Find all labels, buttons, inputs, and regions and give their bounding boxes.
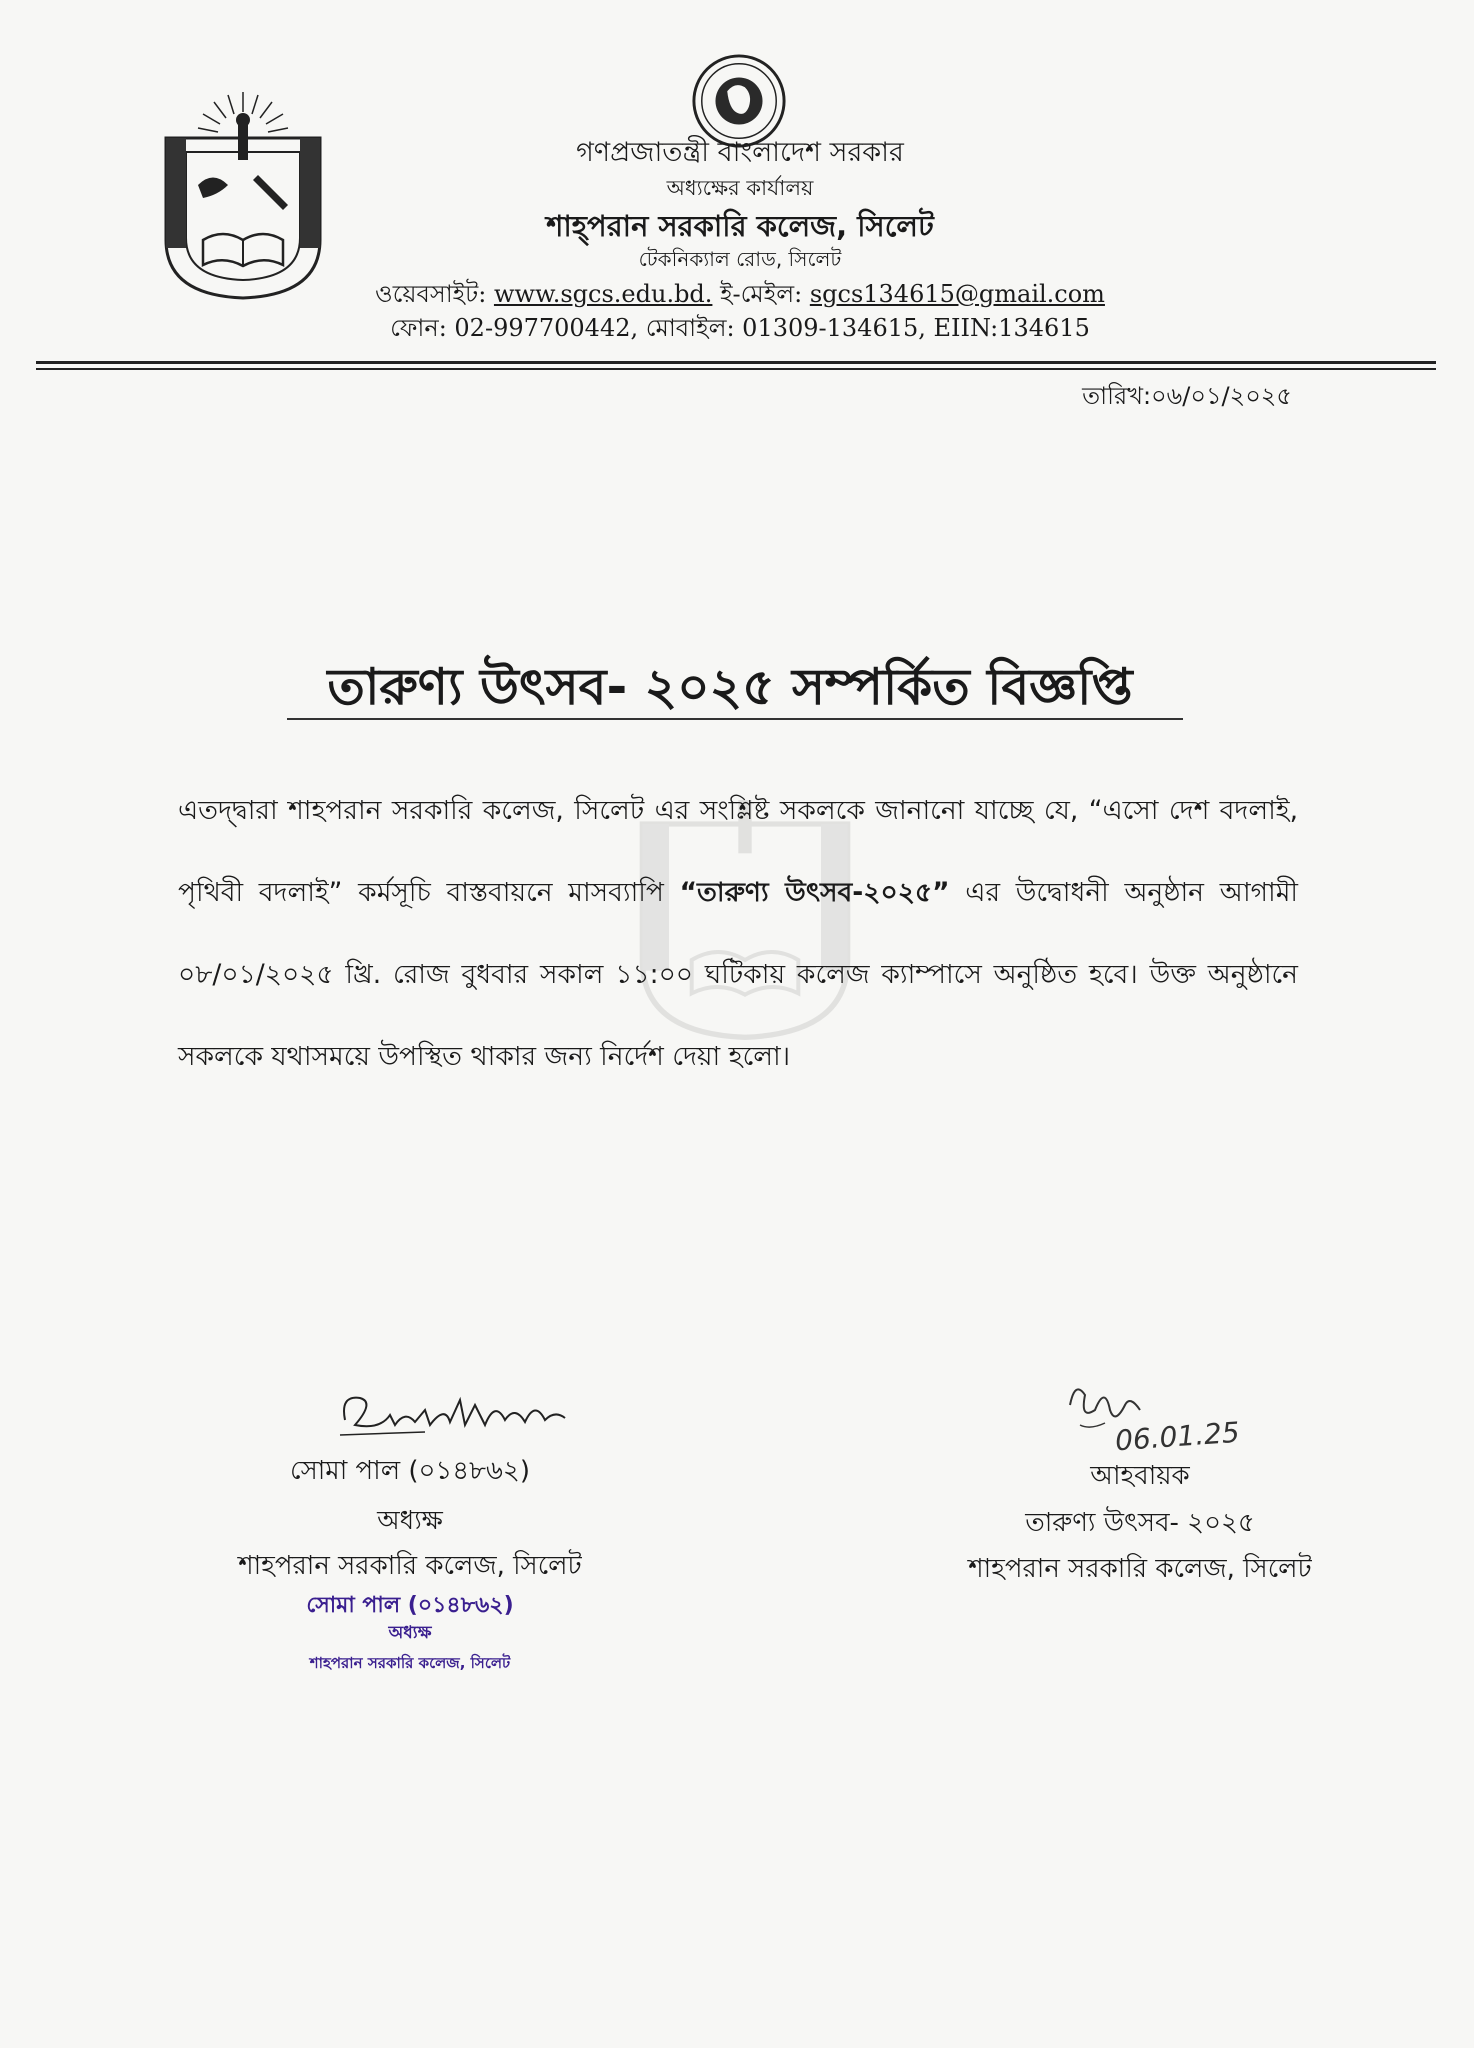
header-divider-thin [36, 368, 1436, 370]
website-link[interactable]: www.sgcs.edu.bd. [493, 280, 713, 308]
email-label: ই-মেইল: [720, 280, 803, 308]
notice-date: তারিখ:০৬/০১/২০২৫ [1082, 382, 1292, 410]
principal-institution: শাহপরান সরকারি কলেজ, সিলেট [238, 1551, 582, 1581]
office-name: অধ্যক্ষের কার্যালয় [666, 176, 814, 200]
notice-body [178, 770, 1298, 1098]
principal-designation: অধ্যক্ষ [377, 1506, 443, 1536]
body-text-part1: এতদ্দ্বারা শাহপরান সরকারি কলেজ, সিলেট এর সংশ্লিষ্ট সকলকে জানানো যাচ্ছে যে, “এসো দেশ বদলাই, পৃথিবী বদলাই” কর্মসূচি বাস্তবায়নে মাসব্যাপি [178, 795, 1298, 908]
college-address: টেকনিক্যাল রোড, সিলেট [638, 247, 842, 271]
college-name: শাহ্‌পরান সরকারি কলেজ, সিলেট [546, 209, 934, 243]
stamp-name: সোমা পাল (০১৪৮৬২) [306, 1593, 514, 1618]
stamp-institution: শাহপরান সরকারি কলেজ, সিলেট [309, 1654, 511, 1672]
government-name: গণপ্রজাতন্ত্রী বাংলাদেশ সরকার [576, 137, 904, 168]
convener-institution: শাহপরান সরকারি কলেজ, সিলেট [968, 1554, 1312, 1584]
title-underline [287, 718, 1183, 720]
email-link[interactable]: sgcs134615@gmail.com [809, 280, 1105, 308]
event-name-highlight: “তারুণ্য উৎসব-২০২৫” [679, 877, 950, 908]
contact-phone-line: ফোন: 02-997700442, মোবাইল: 01309-134615, EIIN:134615 [390, 314, 1090, 342]
convener-designation: আহবায়ক [1090, 1461, 1190, 1491]
handwritten-date: 06.01.25 [1114, 1415, 1241, 1458]
website-label: ওয়েবসাইট: [375, 280, 487, 308]
stamp-designation: অধ্যক্ষ [388, 1623, 432, 1643]
header-divider [36, 361, 1436, 364]
college-logo [158, 90, 328, 300]
notice-title: তারুণ্য উৎসব- ২০২৫ সম্পর্কিত বিজ্ঞপ্তি [327, 658, 1133, 716]
body-text-part2: এর উদ্বোধনী অনুষ্ঠান আগামী ০৮/০১/২০২৫ খ্রি. রোজ বুধবার সকাল ১১:০০ ঘটিকায় কলেজ ক্যাম্পাসে অনুষ্ঠিত হবে। উক্ত অনুষ্ঠানে সকলকে যথাসময়ে উপস্থিত থাকার জন্য নির্দেশ দেয়া হলো। [178, 877, 1299, 1072]
convener-event: তারুণ্য উৎসব- ২০২৫ [1025, 1508, 1255, 1538]
principal-name: সোমা পাল (০১৪৮৬২) [290, 1456, 530, 1486]
principal-signature [335, 1380, 575, 1450]
